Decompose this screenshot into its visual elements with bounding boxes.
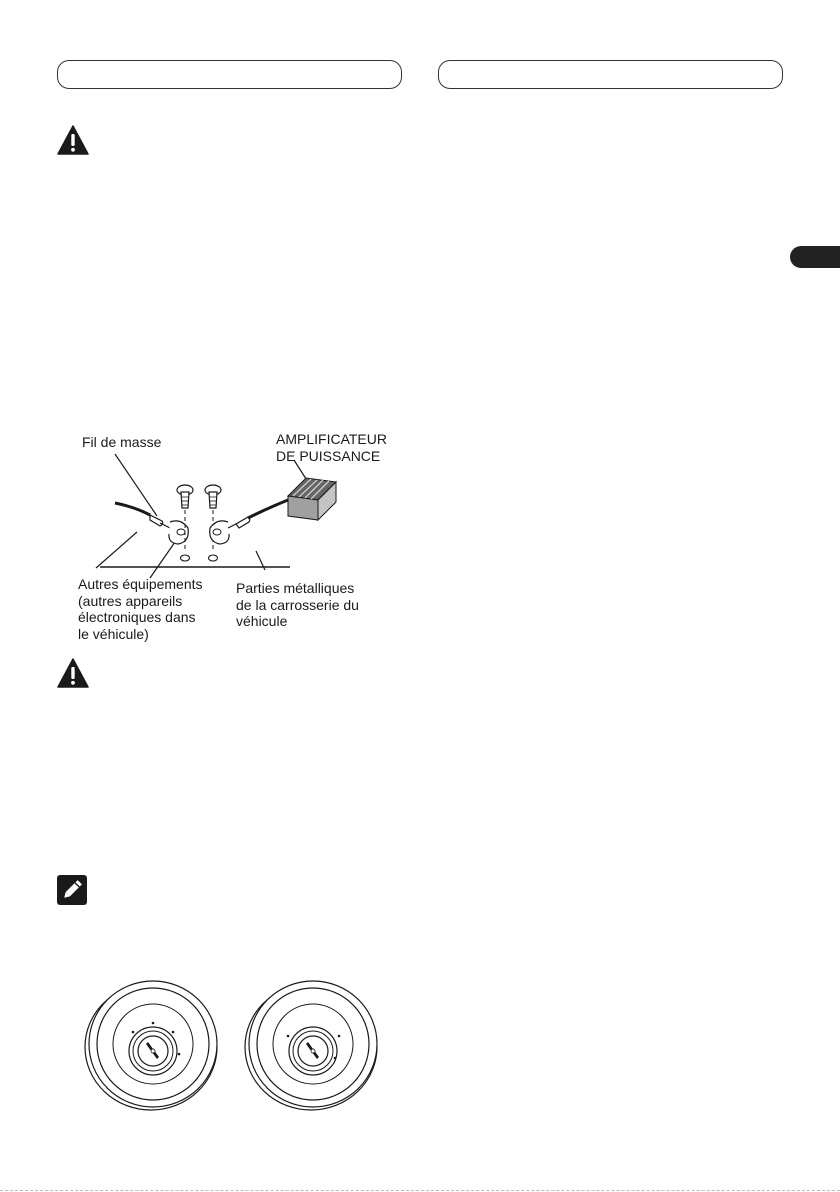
amplifier-label-line: DE PUISSANCE	[276, 447, 381, 464]
other-equipment-label-line: (autres appareils	[78, 592, 183, 609]
other-equipment-label	[78, 576, 203, 642]
amplifier-label	[276, 431, 387, 464]
bottom-edge-rule	[0, 1190, 840, 1191]
ground-wire-leader	[115, 454, 157, 516]
other-equipment-leader-a	[96, 532, 137, 568]
warning-triangle-icon	[57, 125, 89, 155]
amplifier-front	[288, 496, 318, 520]
metal-parts-label	[236, 580, 359, 630]
ground-wire-label: Fil de masse	[82, 434, 162, 450]
section-header-box-left	[57, 60, 402, 89]
speaker-right-illustration	[244, 976, 382, 1114]
amplifier-wire	[248, 500, 288, 518]
other-equipment-label-line: électroniques dans	[78, 609, 196, 625]
other-equipment-label-line: le véhicule)	[78, 625, 149, 642]
amplifier-label-line: AMPLIFICATEUR	[276, 431, 387, 447]
metal-parts-label-line: véhicule	[236, 613, 288, 629]
section-header-box-right	[438, 60, 783, 89]
metal-parts-label-line: Parties métalliques	[236, 580, 355, 596]
warning-triangle-icon	[57, 658, 89, 688]
ground-wire	[115, 503, 150, 515]
other-equipment-label-line: Autres équipements	[78, 576, 203, 592]
metal-parts-label-line: de la carrosserie du	[236, 596, 359, 613]
language-tab	[790, 246, 840, 268]
other-equipment-leader-b	[150, 542, 175, 578]
speaker-left-illustration	[84, 976, 222, 1114]
note-pencil-icon	[57, 875, 87, 905]
